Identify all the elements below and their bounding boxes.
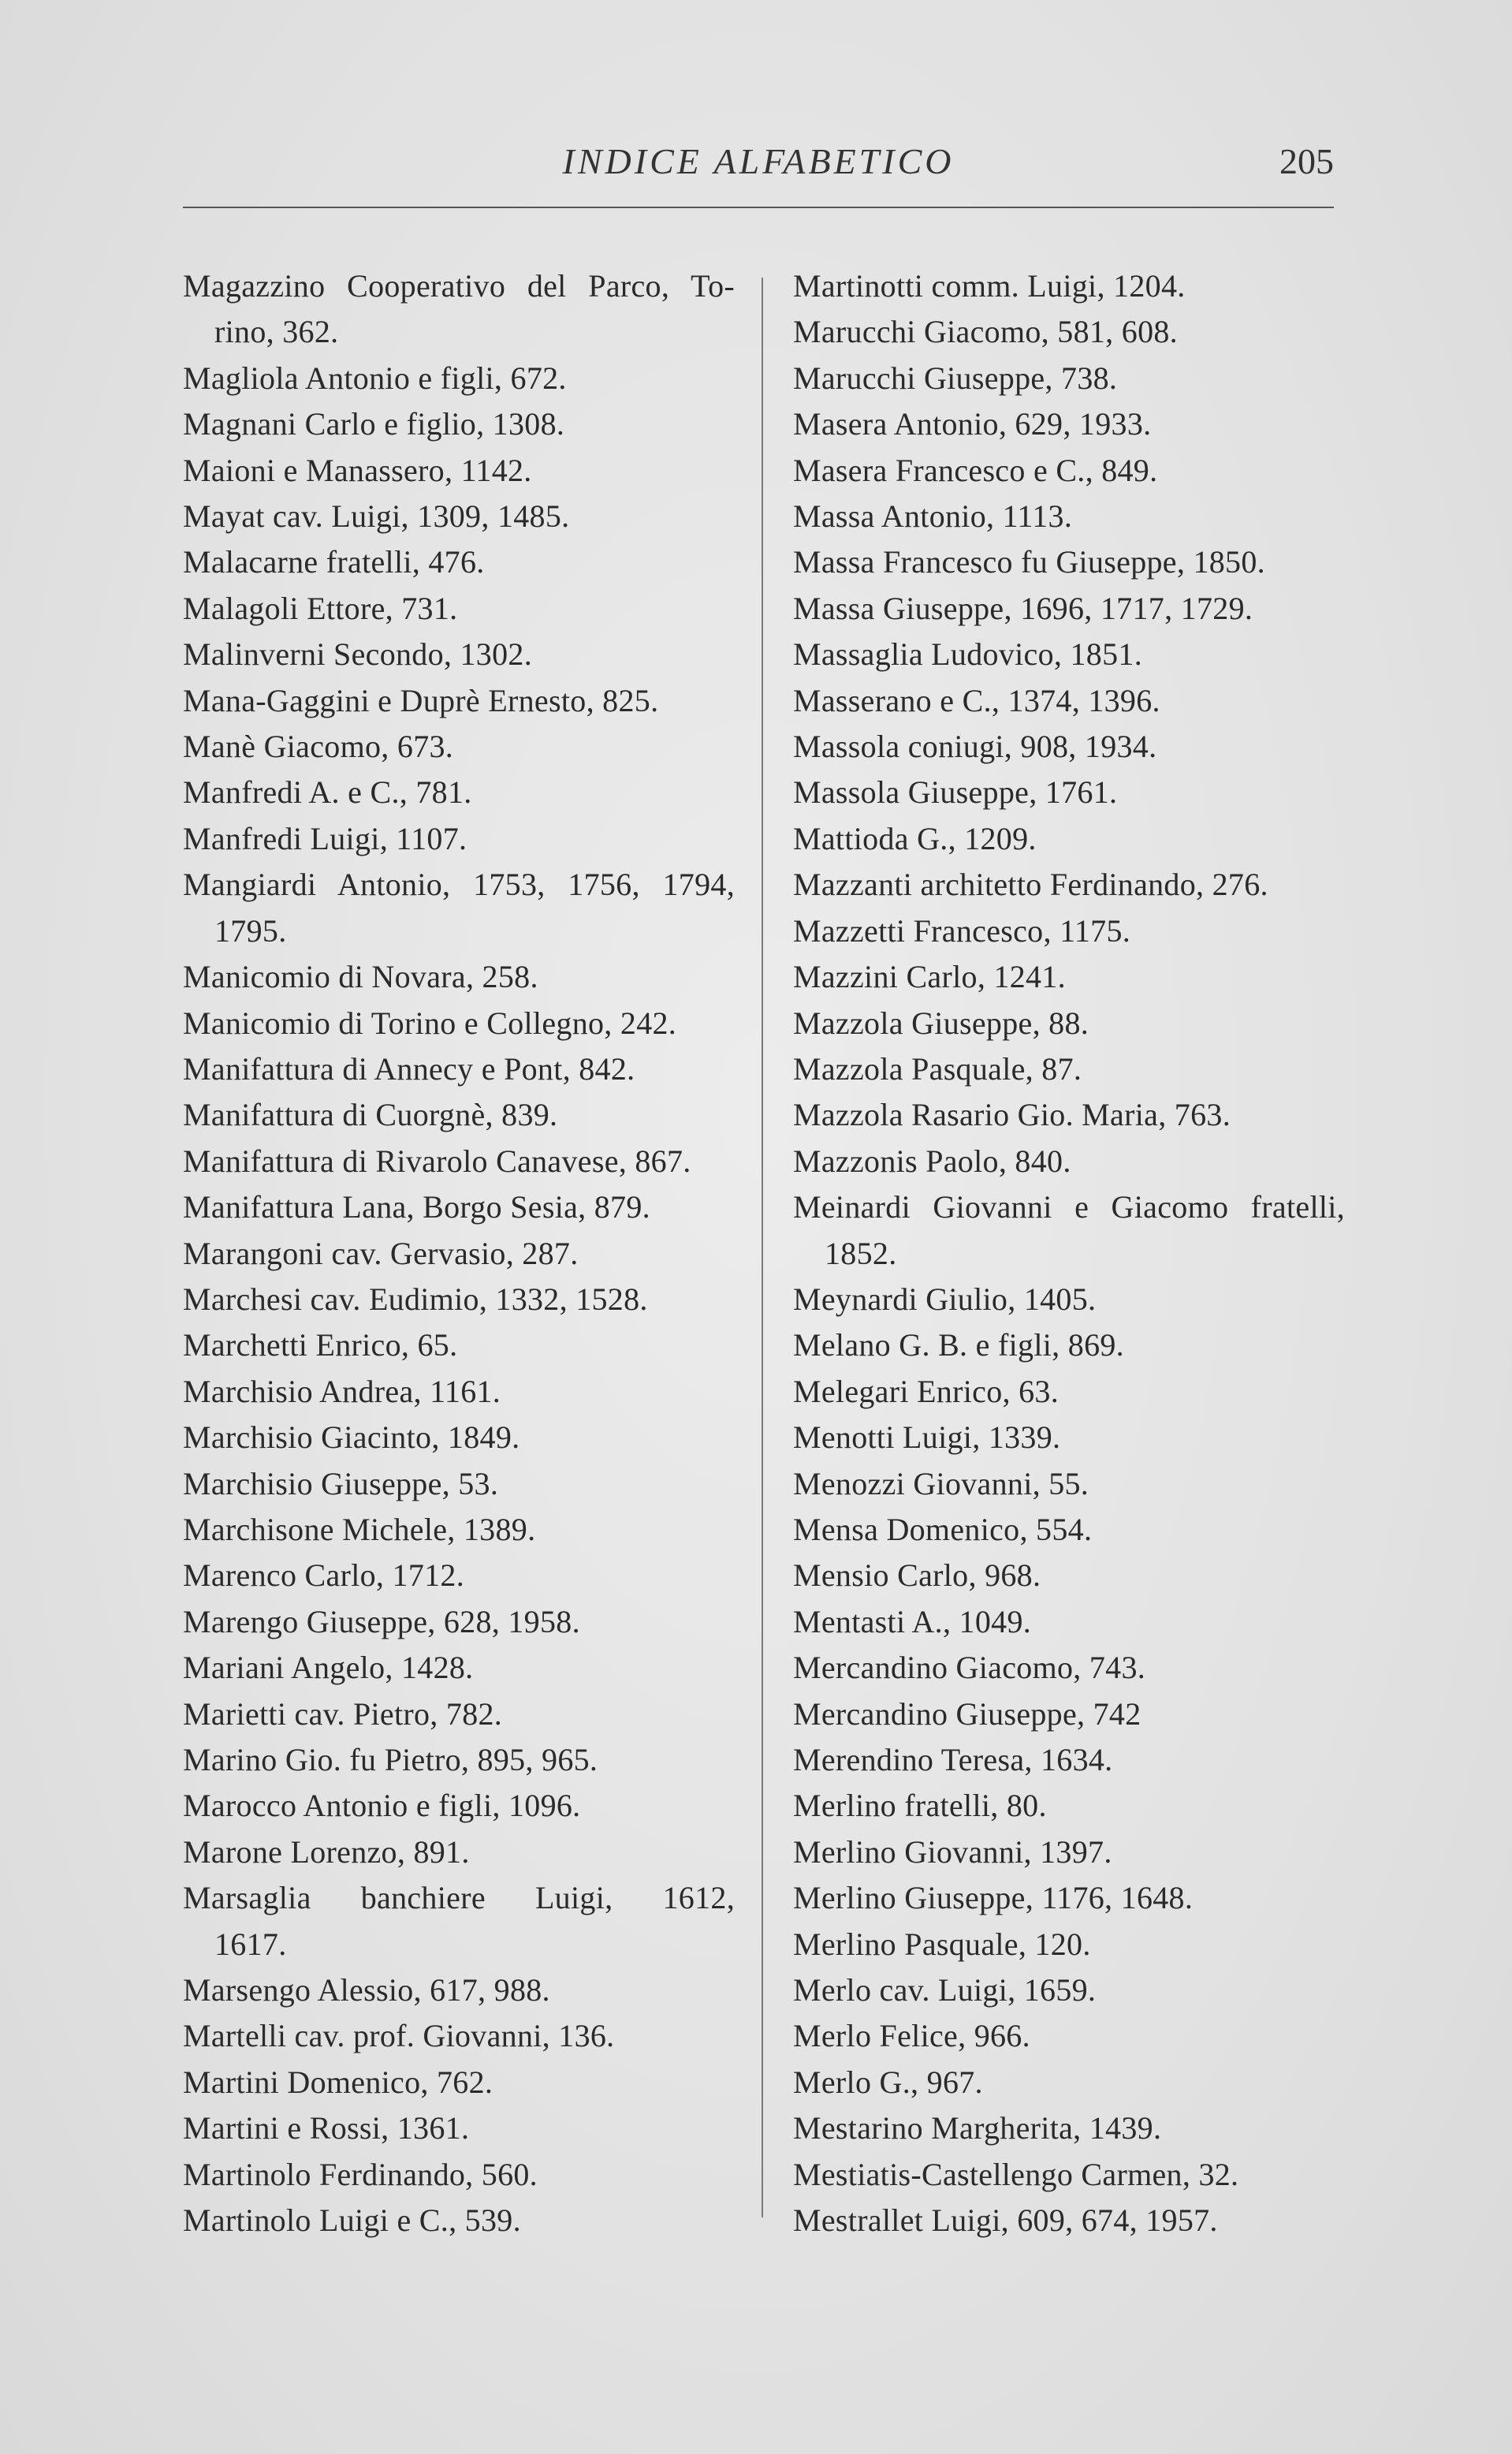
index-entry-text: Marchisio Andrea, 1161. — [183, 1373, 501, 1409]
index-entry-text: Maioni e Manassero, 1142. — [183, 452, 532, 488]
index-entry — [793, 2060, 1345, 2105]
index-entry-text: Mentasti A., 1049. — [793, 1603, 1032, 1639]
index-entry-text: Marengo Giuseppe, 628, 1958. — [183, 1603, 580, 1639]
index-entry-text: Mattioda G., 1209. — [793, 820, 1037, 856]
index-entry — [793, 586, 1345, 632]
index-entry — [793, 1322, 1345, 1368]
index-entry-text: Mazzola Pasquale, 87. — [793, 1050, 1082, 1087]
index-entry — [183, 1737, 735, 1783]
index-entry — [183, 2105, 735, 2151]
index-entry-text: Manè Giacomo, 673. — [183, 729, 454, 765]
index-entry — [793, 1139, 1345, 1184]
index-entry-text: Mazzola Giuseppe, 88. — [793, 1005, 1089, 1041]
index-entry-text: Mestarino Margherita, 1439. — [793, 2110, 1162, 2146]
index-entry — [793, 1001, 1345, 1046]
index-entry — [793, 2152, 1345, 2198]
page-number: 205 — [1279, 141, 1334, 181]
index-entry — [793, 1829, 1345, 1875]
index-entry — [183, 1139, 735, 1184]
index-entry — [793, 862, 1345, 908]
index-entry-text: Marchisone Michele, 1389. — [183, 1511, 536, 1547]
index-entry — [793, 954, 1345, 1000]
index-entry-text: Mazzanti architetto Ferdinando, 276. — [793, 867, 1268, 903]
index-entry-text: Marucchi Giuseppe, 738. — [793, 360, 1118, 396]
index-entry-text: Manicomio di Torino e Collegno, 242. — [183, 1005, 677, 1041]
index-entry — [793, 1277, 1345, 1322]
index-entry — [183, 1645, 735, 1691]
index-entry-continuation: 1795. — [214, 912, 287, 949]
index-entry — [183, 539, 735, 585]
index-entry-text: Martini Domenico, 762. — [183, 2064, 493, 2100]
column-divider — [762, 278, 763, 2217]
index-entry-text: Mensio Carlo, 968. — [793, 1557, 1041, 1594]
index-entry — [183, 1369, 735, 1415]
index-entry-text: Massa Giuseppe, 1696, 1717, 1729. — [793, 590, 1253, 626]
index-entry — [183, 1783, 735, 1829]
index-entry-text: Martini e Rossi, 1361. — [183, 2110, 470, 2146]
index-entry-text: Marchesi cav. Eudimio, 1332, 1528. — [183, 1281, 648, 1317]
index-entry — [793, 1092, 1345, 1138]
index-entry-text: Martinotti comm. Luigi, 1204. — [793, 268, 1186, 304]
index-entry-continuation: 1852. — [825, 1235, 897, 1271]
index-entry — [793, 2105, 1345, 2151]
index-entry — [183, 2013, 735, 2059]
index-entry — [183, 1599, 735, 1645]
index-entry — [793, 724, 1345, 770]
index-entry — [183, 1001, 735, 1046]
index-entry-text: Mestrallet Luigi, 609, 674, 1957. — [793, 2202, 1218, 2239]
index-entry — [183, 770, 735, 815]
index-entry-text: Massa Francesco fu Giuseppe, 1850. — [793, 544, 1265, 580]
index-entry-text: Marone Lorenzo, 891. — [183, 1833, 470, 1870]
index-entry-text: Martinolo Luigi e C., 539. — [183, 2202, 521, 2239]
index-entry-text: Massa Antonio, 1113. — [793, 498, 1073, 535]
index-entry-text: Manifattura di Rivarolo Canavese, 867. — [183, 1143, 691, 1179]
index-entry-text: Magazzino Cooperativo del Parco, To- — [183, 268, 735, 304]
index-entry-text: Melano G. B. e figli, 869. — [793, 1327, 1124, 1363]
index-entry — [183, 1184, 735, 1230]
index-entry — [793, 1599, 1345, 1645]
index-entry — [793, 1507, 1345, 1553]
index-entry-text: Massola coniugi, 908, 1934. — [793, 729, 1157, 765]
index-entry-text: Manicomio di Novara, 258. — [183, 959, 538, 995]
index-entry — [793, 356, 1345, 401]
index-entry — [183, 1322, 735, 1368]
index-entry-text: Manfredi Luigi, 1107. — [183, 820, 467, 856]
index-entry — [793, 1967, 1345, 2013]
index-entry — [793, 494, 1345, 539]
index-entry — [183, 401, 735, 447]
index-entry-text: Malacarne fratelli, 476. — [183, 544, 485, 580]
index-entry — [183, 816, 735, 862]
index-entry — [793, 908, 1345, 954]
index-entry — [793, 263, 1345, 309]
index-entry-text: Merendino Teresa, 1634. — [793, 1742, 1113, 1777]
index-entry-text: Menotti Luigi, 1339. — [793, 1419, 1061, 1456]
index-entry — [793, 1875, 1345, 1921]
index-entry — [183, 1231, 735, 1277]
index-entry — [183, 724, 735, 770]
index-entry-text: Mariani Angelo, 1428. — [183, 1650, 474, 1686]
index-entry-text: Mensa Domenico, 554. — [793, 1511, 1093, 1547]
index-entry — [183, 494, 735, 539]
index-entry-text: Marchisio Giuseppe, 53. — [183, 1465, 499, 1501]
index-entry — [183, 1461, 735, 1507]
index-entry-text: Mangiardi Antonio, 1753, 1756, 1794, — [183, 867, 735, 903]
index-entry — [183, 1415, 735, 1460]
index-entry-text: Merlino Giuseppe, 1176, 1648. — [793, 1880, 1194, 1916]
index-entry — [793, 2198, 1345, 2243]
index-entry — [793, 632, 1345, 677]
index-entry-text: Massaglia Ludovico, 1851. — [793, 636, 1142, 673]
index-entry — [183, 1507, 735, 1553]
index-entry-text: Mercandino Giacomo, 743. — [793, 1650, 1146, 1686]
index-entry — [183, 632, 735, 677]
index-entry — [183, 1092, 735, 1138]
index-entry — [793, 678, 1345, 724]
running-title: INDICE ALFABETICO — [562, 141, 955, 181]
page-header — [183, 140, 1334, 196]
index-entry-text: Merlino fratelli, 80. — [793, 1788, 1047, 1824]
index-entry-text: Malagoli Ettore, 731. — [183, 590, 458, 626]
index-entry — [183, 586, 735, 632]
header-rule — [183, 207, 1334, 208]
index-entry — [183, 1553, 735, 1598]
index-entry — [793, 816, 1345, 862]
index-entry-text: Marietti cav. Pietro, 782. — [183, 1695, 503, 1732]
index-entry — [183, 448, 735, 494]
index-entry — [183, 1277, 735, 1322]
index-entry-text: Melegari Enrico, 63. — [793, 1373, 1059, 1409]
index-entry-text: Mercandino Giuseppe, 742 — [793, 1695, 1141, 1732]
index-entry-continuation: 1617. — [214, 1926, 287, 1962]
index-entry-text: Mazzini Carlo, 1241. — [793, 959, 1066, 995]
index-entry-text: Magnani Carlo e figlio, 1308. — [183, 406, 565, 442]
index-entry — [183, 1691, 735, 1737]
index-entry-text: Magliola Antonio e figli, 672. — [183, 360, 567, 396]
index-entry — [793, 401, 1345, 447]
index-entry-text: Manifattura di Annecy e Pont, 842. — [183, 1050, 635, 1087]
index-entry — [793, 1369, 1345, 1415]
index-entry — [793, 1737, 1345, 1783]
index-entry — [183, 678, 735, 724]
index-entry-text: Masera Antonio, 629, 1933. — [793, 406, 1152, 442]
index-entry — [183, 1829, 735, 1875]
index-entry-text: Malinverni Secondo, 1302. — [183, 636, 532, 673]
index-entry-text: Mana-Gaggini e Duprè Ernesto, 825. — [183, 682, 659, 718]
index-entry-text: Mazzola Rasario Gio. Maria, 763. — [793, 1097, 1231, 1133]
index-entry — [183, 2198, 735, 2243]
index-entry-text: Marangoni cav. Gervasio, 287. — [183, 1235, 579, 1271]
index-entry — [183, 862, 735, 954]
index-entry — [183, 1967, 735, 2013]
index-entry — [793, 1645, 1345, 1691]
index-entry-text: Merlo cav. Luigi, 1659. — [793, 1972, 1097, 2008]
index-entry-text: Marenco Carlo, 1712. — [183, 1557, 465, 1594]
index-entry — [183, 1875, 735, 1967]
index-entry-text: Mazzetti Francesco, 1175. — [793, 912, 1131, 949]
index-entry — [793, 770, 1345, 815]
index-entry-text: Martelli cav. prof. Giovanni, 136. — [183, 2018, 615, 2054]
index-entry-text: Mazzonis Paolo, 840. — [793, 1143, 1071, 1179]
index-entry — [793, 448, 1345, 494]
index-entry — [793, 309, 1345, 355]
index-entry — [793, 1783, 1345, 1829]
index-entry — [793, 1553, 1345, 1598]
index-entry-text: Marsengo Alessio, 617, 988. — [183, 1972, 550, 2008]
index-entry — [183, 1046, 735, 1092]
index-entry — [793, 1922, 1345, 1967]
index-entry-text: Merlino Giovanni, 1397. — [793, 1833, 1112, 1870]
index-entry-text: Manifattura Lana, Borgo Sesia, 879. — [183, 1189, 650, 1225]
index-entry — [793, 1461, 1345, 1507]
index-entry-continuation: rino, 362. — [214, 314, 339, 350]
index-entry-text: Massola Giuseppe, 1761. — [793, 774, 1118, 811]
index-entry-text: Marucchi Giacomo, 581, 608. — [793, 314, 1178, 350]
index-entry-text: Marsaglia banchiere Luigi, 1612, — [183, 1880, 735, 1916]
index-entry-text: Mestiatis-Castellengo Carmen, 32. — [793, 2156, 1239, 2192]
index-entry-text: Manfredi A. e C., 781. — [183, 774, 472, 811]
index-entry — [793, 1415, 1345, 1460]
index-entry — [793, 539, 1345, 585]
index-column-right — [793, 263, 1345, 2243]
index-entry — [183, 263, 735, 356]
index-entry-text: Manifattura di Cuorgnè, 839. — [183, 1097, 558, 1133]
index-entry — [793, 1691, 1345, 1737]
index-entry-text: Merlo Felice, 966. — [793, 2018, 1030, 2054]
index-entry-text: Meynardi Giulio, 1405. — [793, 1281, 1097, 1317]
index-entry — [793, 1046, 1345, 1092]
index-entry — [183, 356, 735, 401]
index-entry — [183, 2152, 735, 2198]
index-entry-text: Marchisio Giacinto, 1849. — [183, 1419, 520, 1456]
index-entry-text: Merlino Pasquale, 120. — [793, 1926, 1091, 1962]
index-entry-text: Marchetti Enrico, 65. — [183, 1327, 458, 1363]
index-entry — [793, 1184, 1345, 1277]
index-entry-text: Martinolo Ferdinando, 560. — [183, 2156, 538, 2192]
index-column-left — [183, 263, 735, 2243]
index-entry-text: Merlo G., 967. — [793, 2064, 983, 2100]
index-entry — [183, 954, 735, 1000]
index-entry — [183, 2060, 735, 2105]
index-entry-text: Menozzi Giovanni, 55. — [793, 1465, 1089, 1501]
index-entry — [793, 2013, 1345, 2059]
index-entry-text: Marino Gio. fu Pietro, 895, 965. — [183, 1742, 598, 1777]
index-entry-text: Mayat cav. Luigi, 1309, 1485. — [183, 498, 570, 535]
index-entry-text: Marocco Antonio e figli, 1096. — [183, 1788, 581, 1824]
index-entry-text: Meinardi Giovanni e Giacomo fratelli, — [793, 1189, 1345, 1225]
index-entry-text: Masserano e C., 1374, 1396. — [793, 682, 1160, 718]
index-entry-text: Masera Francesco e C., 849. — [793, 452, 1158, 488]
